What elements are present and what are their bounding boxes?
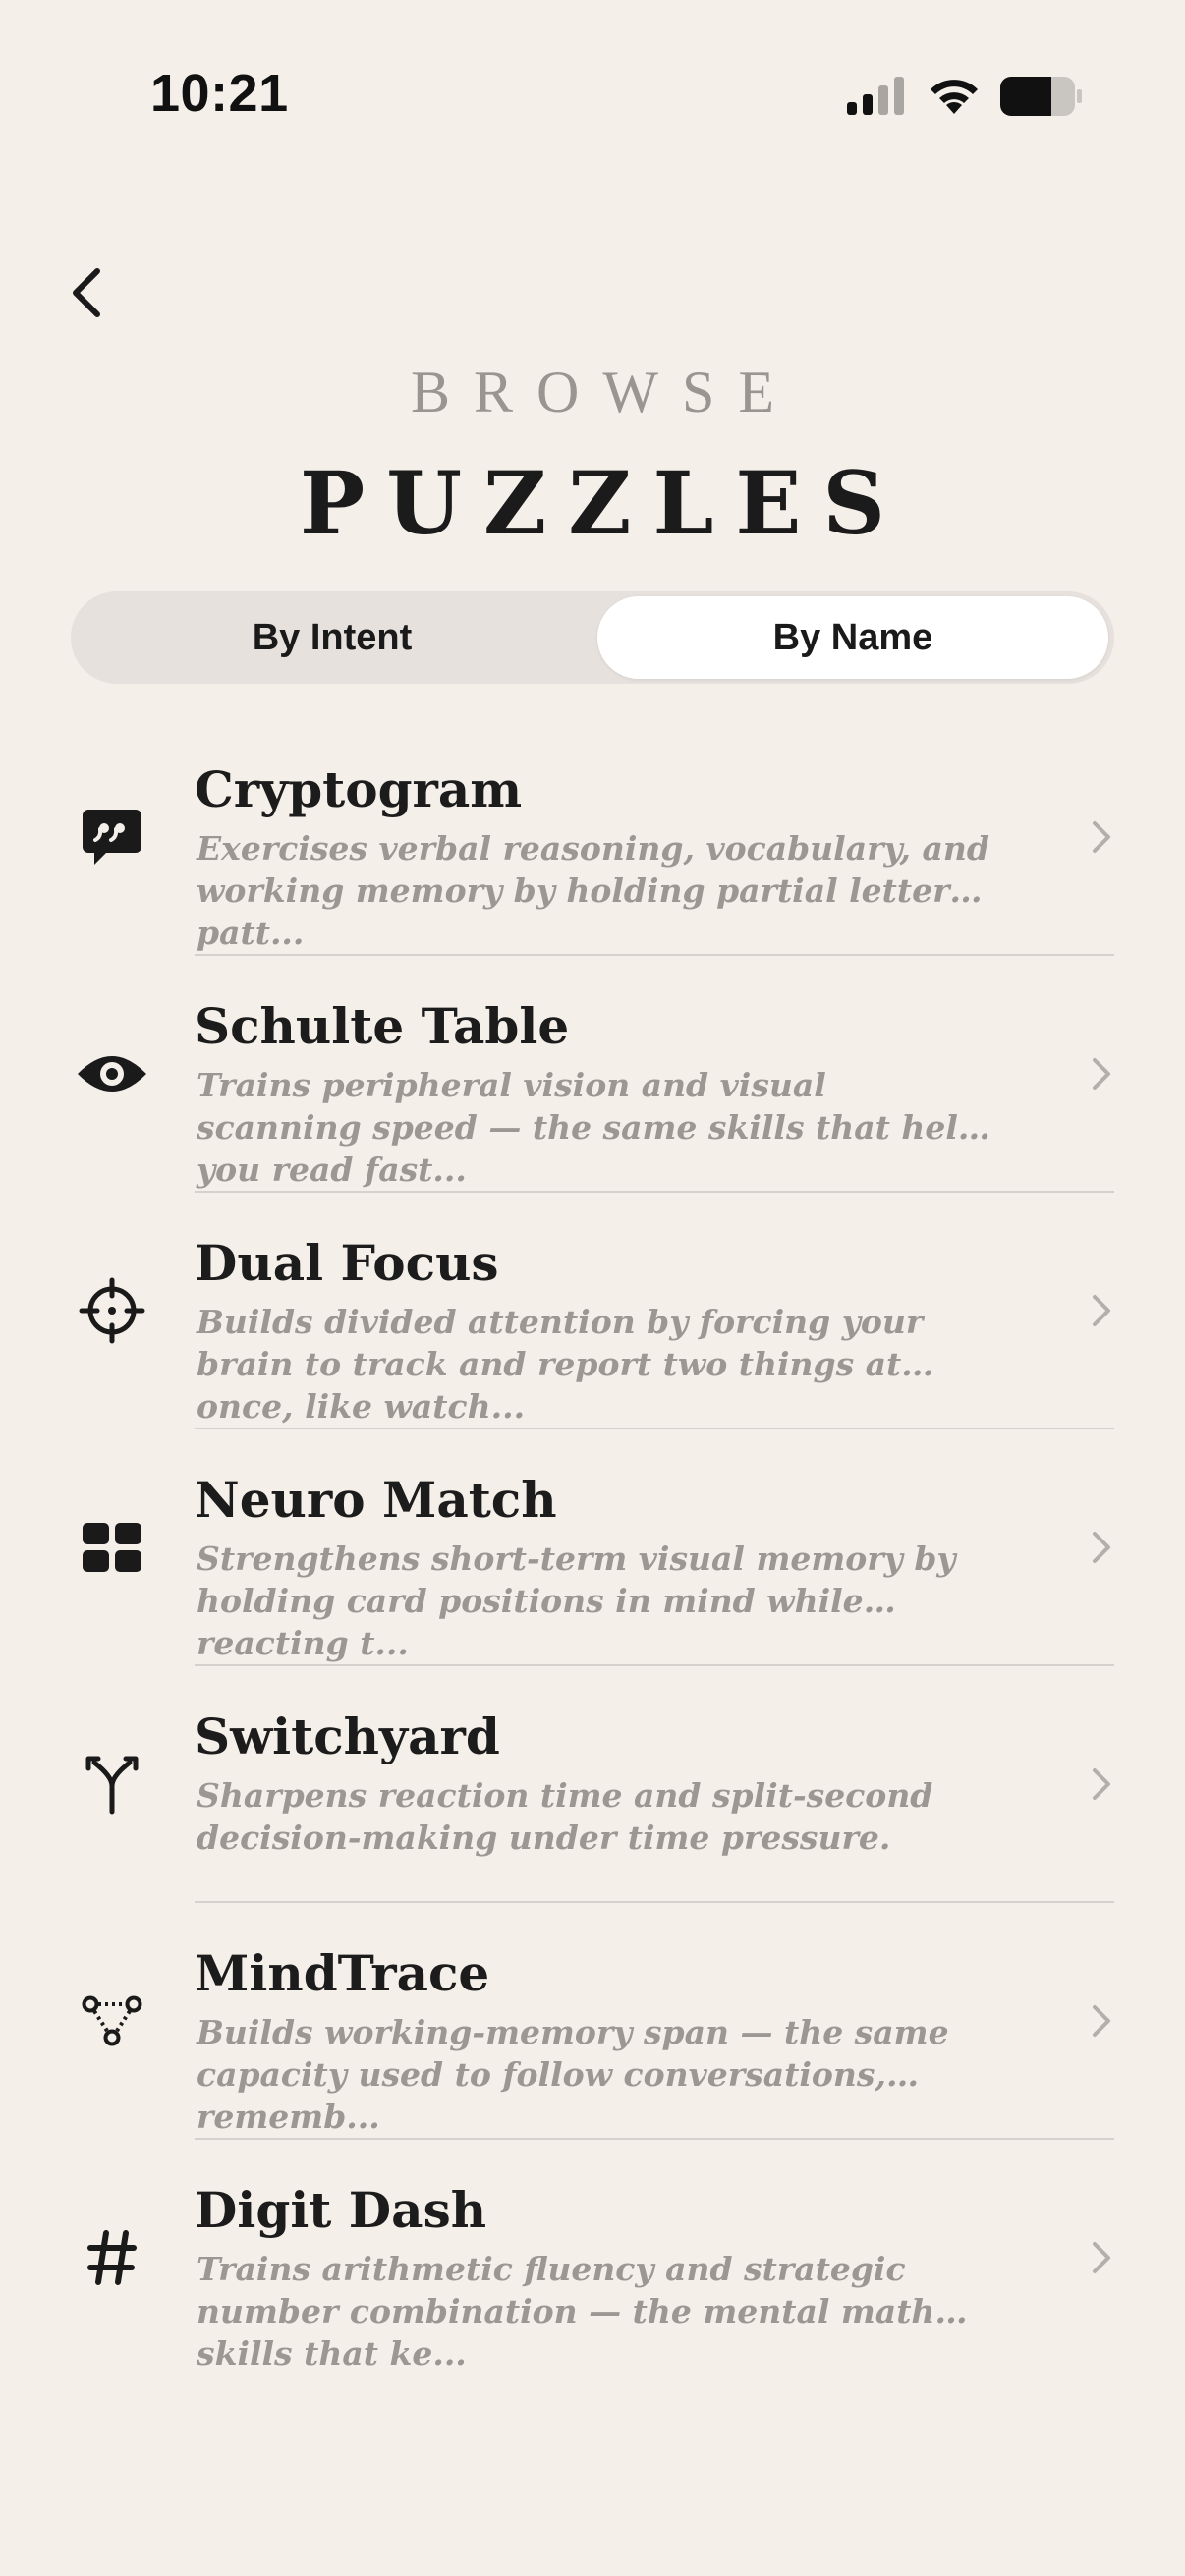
puzzle-description: Trains arithmetic fluency and strategic number combination — the mental math skills that ke... (197, 2250, 935, 2373)
wifi-icon (928, 75, 981, 116)
puzzle-list (0, 719, 1185, 2377)
puzzle-title: Cryptogram (195, 760, 523, 818)
status-icons (847, 73, 1083, 120)
status-bar (0, 0, 1185, 196)
battery-icon (1000, 77, 1083, 116)
chevron-right-icon (1089, 1528, 1116, 1567)
page-eyebrow: BROWSE (410, 360, 799, 424)
puzzle-description: Strengthens short-term visual memory by holding card positions in mind while reacting t... (197, 1540, 956, 1662)
puzzle-item-switchyard[interactable] (0, 1666, 1185, 1903)
sort-segmented-control (71, 591, 1114, 684)
split-arrow-icon (73, 1745, 151, 1823)
puzzle-description: Builds divided attention by forcing your brain to track and report two things at once, like watch... (197, 1303, 924, 1426)
grid-icon (73, 1508, 151, 1587)
puzzle-title: Switchyard (195, 1708, 500, 1765)
chevron-right-icon (1089, 817, 1116, 857)
chevron-right-icon (1089, 1291, 1116, 1330)
crosshair-icon (73, 1271, 151, 1350)
cellular-signal-icon (847, 77, 908, 116)
puzzle-item-digit-dash[interactable] (0, 2140, 1185, 2377)
puzzle-title: Neuro Match (195, 1471, 557, 1529)
segment-by-name[interactable]: By Name (597, 596, 1108, 679)
chevron-right-icon (1089, 1764, 1116, 1804)
puzzle-title: MindTrace (195, 1944, 490, 2002)
puzzle-title: Digit Dash (195, 2181, 487, 2239)
puzzle-item-mindtrace[interactable] (0, 1903, 1185, 2140)
puzzle-description: Sharpens reaction time and split-second decision-making under time pressure. (197, 1776, 933, 1857)
chevron-right-icon (1089, 2238, 1116, 2277)
puzzle-item-dual-focus[interactable] (0, 1193, 1185, 1429)
puzzle-title: Schulte Table (195, 997, 570, 1055)
chevron-right-icon (1089, 2001, 1116, 2041)
puzzle-item-neuro-match[interactable] (0, 1429, 1185, 1666)
puzzle-title: Dual Focus (195, 1234, 499, 1292)
puzzle-item-schulte-table[interactable] (0, 956, 1185, 1193)
page-title: PUZZLES (300, 452, 907, 554)
back-button[interactable] (55, 261, 118, 324)
segment-by-intent[interactable]: By Intent (252, 616, 413, 658)
puzzle-description: Trains peripheral vision and visual scanning speed — the same skills that help you read fast... (197, 1066, 981, 1189)
status-time: 10:21 (150, 64, 289, 123)
hashtag-icon (73, 2218, 151, 2297)
puzzle-item-cryptogram[interactable] (0, 719, 1185, 956)
chevron-left-icon (70, 267, 103, 318)
puzzle-description: Builds working-memory span — the same capacity used to follow conversations, rememb... (197, 2013, 949, 2136)
puzzle-description: Exercises verbal reasoning, vocabulary, and working memory by holding partial letter patt... (197, 829, 989, 952)
nodes-icon (73, 1982, 151, 2060)
chevron-right-icon (1089, 1054, 1116, 1093)
eye-icon (73, 1035, 151, 1113)
quote-bubble-icon (73, 798, 151, 876)
